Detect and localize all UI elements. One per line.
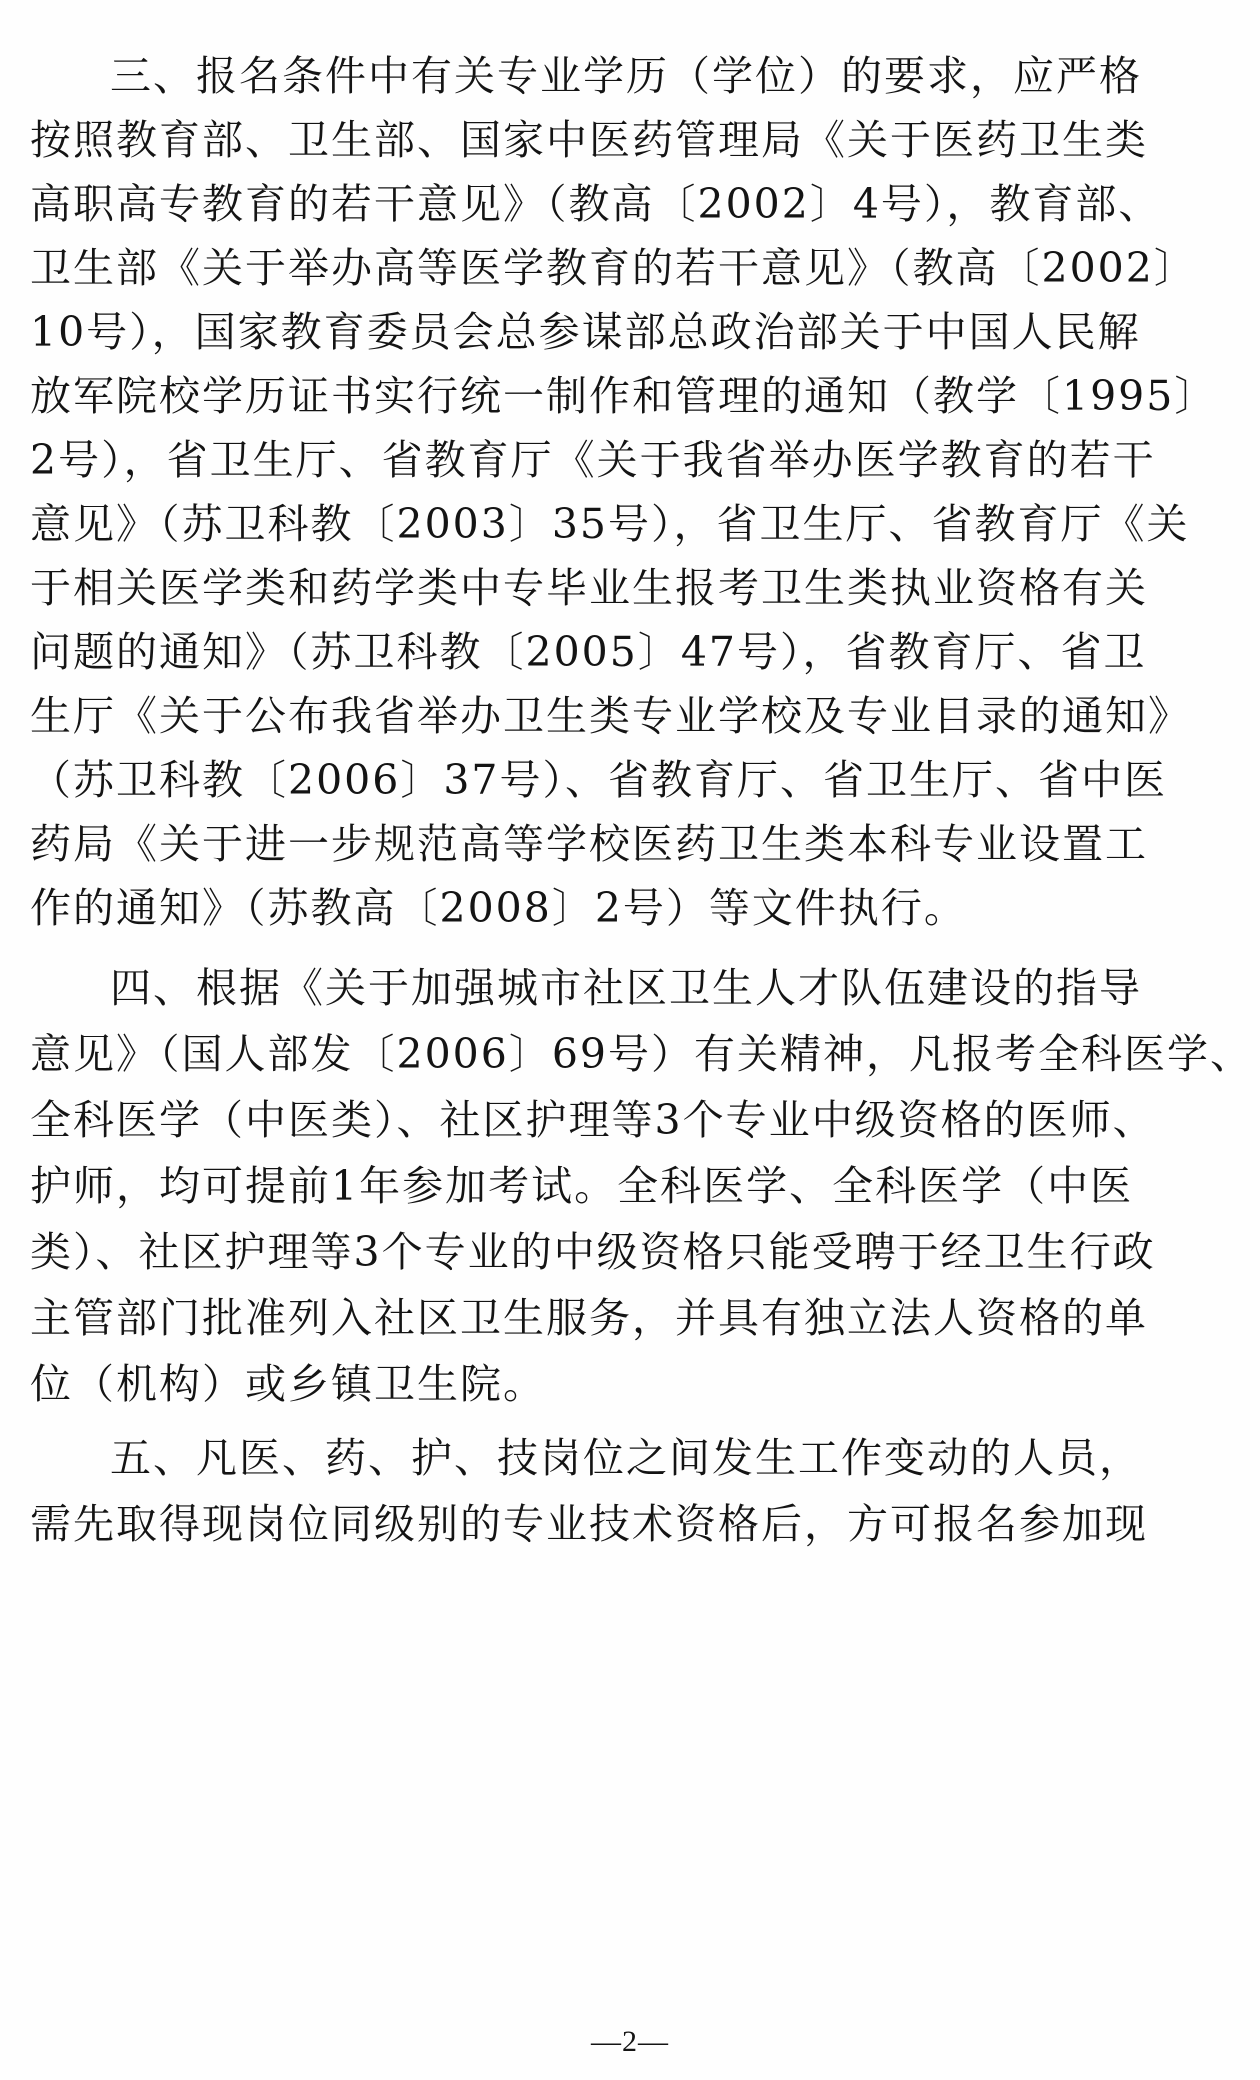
paragraph-3-line-3: 高职高专教育的若干意见》（教高〔2002〕4号），教育部、 [30, 180, 1162, 228]
paragraph-3-line-7: 2号），省卫生厅、省教育厅《关于我省举办医学教育的若干 [30, 436, 1156, 484]
paragraph-4-line-3: 全科医学（中医类）、社区护理等3个专业中级资格的医师、 [30, 1096, 1156, 1144]
paragraph-3-line-5: 10号），国家教育委员会总参谋部总政治部关于中国人民解 [30, 308, 1141, 356]
paragraph-3-line-8: 意见》（苏卫科教〔2003〕35号），省卫生厅、省教育厅《关 [30, 500, 1190, 548]
paragraph-4-line-6: 主管部门批准列入社区卫生服务，并具有独立法人资格的单 [30, 1294, 1148, 1342]
paragraph-4-line-2: 意见》（国人部发〔2006〕69号）有关精神，凡报考全科医学、 [30, 1030, 1254, 1078]
paragraph-4-line-4: 护师，均可提前1年参加考试。全科医学、全科医学（中医 [30, 1162, 1134, 1210]
paragraph-3-line-4: 卫生部《关于举办高等医学教育的若干意见》（教高〔2002〕 [30, 244, 1197, 292]
paragraph-3-line-9: 于相关医学类和药学类中专毕业生报考卫生类执业资格有关 [30, 564, 1148, 612]
paragraph-4-line-1: 四、根据《关于加强城市社区卫生人才队伍建设的指导 [110, 964, 1142, 1012]
paragraph-5-line-2: 需先取得现岗位同级别的专业技术资格后，方可报名参加现 [30, 1500, 1148, 1548]
paragraph-3-line-12: （苏卫科教〔2006〕37号）、省教育厅、省卫生厅、省中医 [30, 756, 1168, 804]
paragraph-4-line-7: 位（机构）或乡镇卫生院。 [30, 1360, 546, 1408]
paragraph-3-line-2: 按照教育部、卫生部、国家中医药管理局《关于医药卫生类 [30, 116, 1148, 164]
paragraph-3-line-1: 三、报名条件中有关专业学历（学位）的要求，应严格 [110, 52, 1142, 100]
paragraph-4-line-5: 类）、社区护理等3个专业的中级资格只能受聘于经卫生行政 [30, 1228, 1156, 1276]
paragraph-3-line-11: 生厅《关于公布我省举办卫生类专业学校及专业目录的通知》 [30, 692, 1191, 740]
paragraph-3-line-10: 问题的通知》（苏卫科教〔2005〕47号），省教育厅、省卫 [30, 628, 1147, 676]
paragraph-3-line-14: 作的通知》（苏教高〔2008〕2号）等文件执行。 [30, 884, 967, 932]
page-number: —2— [591, 2025, 669, 2058]
paragraph-3-line-6: 放军院校学历证书实行统一制作和管理的通知（教学〔1995〕 [30, 372, 1218, 420]
paragraph-3-line-13: 药局《关于进一步规范高等学校医药卫生类本科专业设置工 [30, 820, 1148, 868]
paragraph-5-line-1: 五、凡医、药、护、技岗位之间发生工作变动的人员， [110, 1434, 1142, 1482]
